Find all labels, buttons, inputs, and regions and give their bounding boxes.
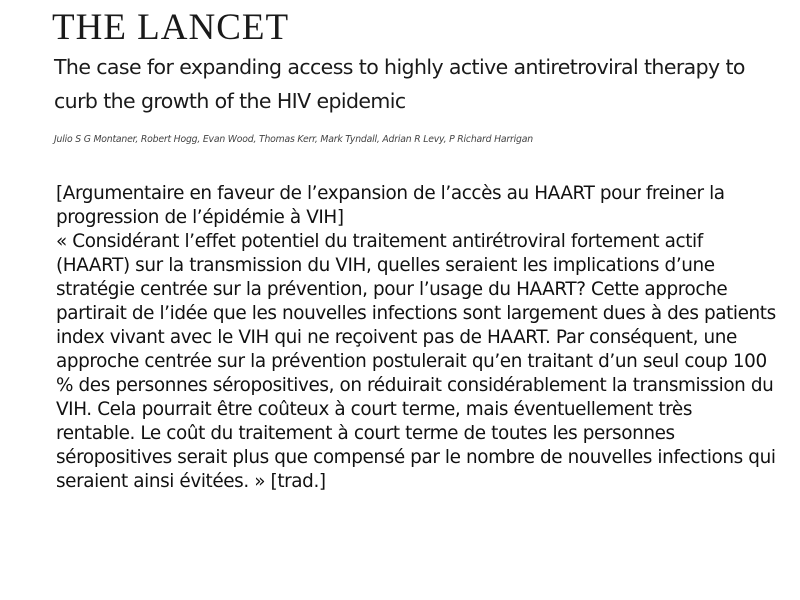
- article-body: [56, 182, 776, 494]
- translated-title: [Argumentaire en faveur de l’expansion de l’accès au HAART pour freiner la progression de l’épidémie à VIH]: [56, 183, 725, 228]
- quote-paragraph: « Considérant l’effet potentiel du traitement antirétroviral fortement actif (HAART) sur la transmission du VIH, quelles seraient les implications d’une stratégie centrée sur la prévention, pour l’usage du HAART? Cette approche partirait de l’idée que les nouvelles infections sont largement dues à des patients index vivant avec le VIH qui ne reçoivent pas de HAART. Par conséquent, une approche centrée sur la prévention postulerait qu’en traitant d’un seul coup 100 % des personnes séropositives, on réduirait considérablement la transmission du VIH. Cela pourrait être coûteux à court terme, mais éventuellement très rentable. Le coût du traitement à court terme de toutes les personnes séropositives serait plus que compensé par le nombre de nouvelles infections qui seraient ainsi évitées. » [trad.]: [56, 231, 776, 492]
- article-title: The case for expanding access to highly active antiretroviral therapy to curb the growth of the HIV epidemic: [54, 55, 745, 113]
- journal-name: THE LANCET: [52, 7, 290, 48]
- article-authors: Julio S G Montaner, Robert Hogg, Evan Wood, Thomas Kerr, Mark Tyndall, Adrian R Levy, P Richard Harrigan: [54, 134, 533, 145]
